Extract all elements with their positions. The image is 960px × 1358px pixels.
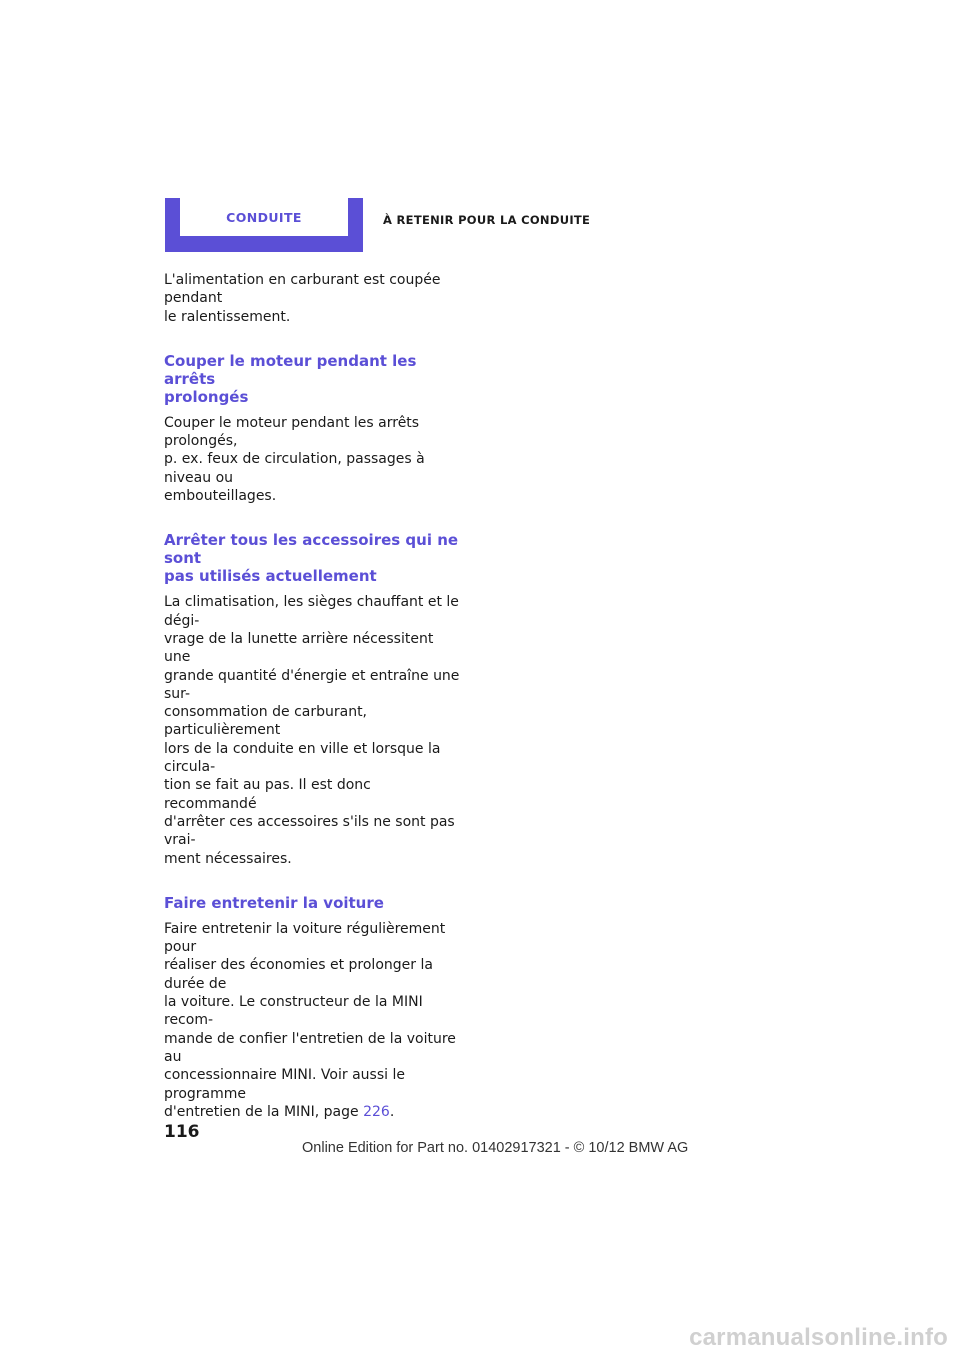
section-heading-maintenance	[164, 894, 464, 912]
section-body-maintenance	[164, 920, 464, 1121]
page-number: 116	[164, 1122, 200, 1142]
section-heading-engine-off	[164, 352, 464, 406]
section-heading-accessories	[164, 531, 464, 585]
body-line: vrage de la lunette arrière nécessitent une	[164, 630, 434, 666]
body-line: Couper le moteur pendant les arrêts prolongés,	[164, 414, 420, 450]
heading-line: Arrêter tous les accessoires qui ne sont	[164, 531, 459, 568]
body-line: lors de la conduite en ville et lorsque la circula-	[164, 740, 441, 776]
body-line: d'entretien de la MINI, page	[164, 1103, 364, 1120]
body-line: concessionnaire MINI. Voir aussi le programme	[164, 1067, 405, 1102]
section-body-engine-off	[164, 414, 464, 505]
heading-line: prolongés	[164, 387, 249, 406]
body-line: Faire entretenir la voiture régulièrement pour	[164, 920, 446, 956]
page-reference-link[interactable]: 226	[363, 1103, 390, 1120]
line-end-punctuation: .	[389, 1103, 395, 1120]
watermark-logo: carmanualsonline.info	[689, 1324, 948, 1351]
body-line: consommation de carburant, particulièrement	[164, 704, 368, 739]
heading-line: Couper le moteur pendant les arrêts	[164, 351, 417, 388]
body-line: mande de confier l'entretien de la voiture au	[164, 1030, 456, 1065]
heading-line: pas utilisés actuellement	[164, 567, 377, 586]
body-line: La climatisation, les sièges chauffant et le dégi-	[164, 594, 459, 629]
heading-line: Faire entretenir la voiture	[164, 893, 384, 912]
body-line: p. ex. feux de circulation, passages à niveau ou	[164, 451, 425, 486]
section-body-accessories	[164, 593, 464, 867]
running-header: À RETENIR POUR LA CONDUITE	[383, 213, 591, 227]
chapter-tab-inner	[180, 198, 348, 236]
text-column	[164, 271, 464, 1121]
intro-line: L'alimentation en carburant est coupée pendant	[164, 272, 441, 307]
chapter-tab-label: CONDUITE	[226, 210, 302, 225]
body-line: ment nécessaires.	[164, 850, 292, 867]
body-line: tion se fait au pas. Il est donc recommandé	[164, 777, 371, 812]
intro-line: le ralentissement.	[164, 308, 291, 325]
body-line: grande quantité d'énergie et entraîne une sur-	[164, 667, 460, 702]
chapter-tab	[165, 198, 363, 252]
edition-footer: Online Edition for Part no. 01402917321 - © 10/12 BMW AG	[302, 1140, 689, 1156]
body-line: d'arrêter ces accessoires s'ils ne sont pas vrai-	[164, 813, 455, 849]
body-line: embouteillages.	[164, 488, 277, 505]
body-line: la voiture. Le constructeur de la MINI recom-	[164, 994, 423, 1029]
intro-paragraph	[164, 271, 464, 326]
body-line: réaliser des économies et prolonger la durée de	[164, 957, 433, 992]
